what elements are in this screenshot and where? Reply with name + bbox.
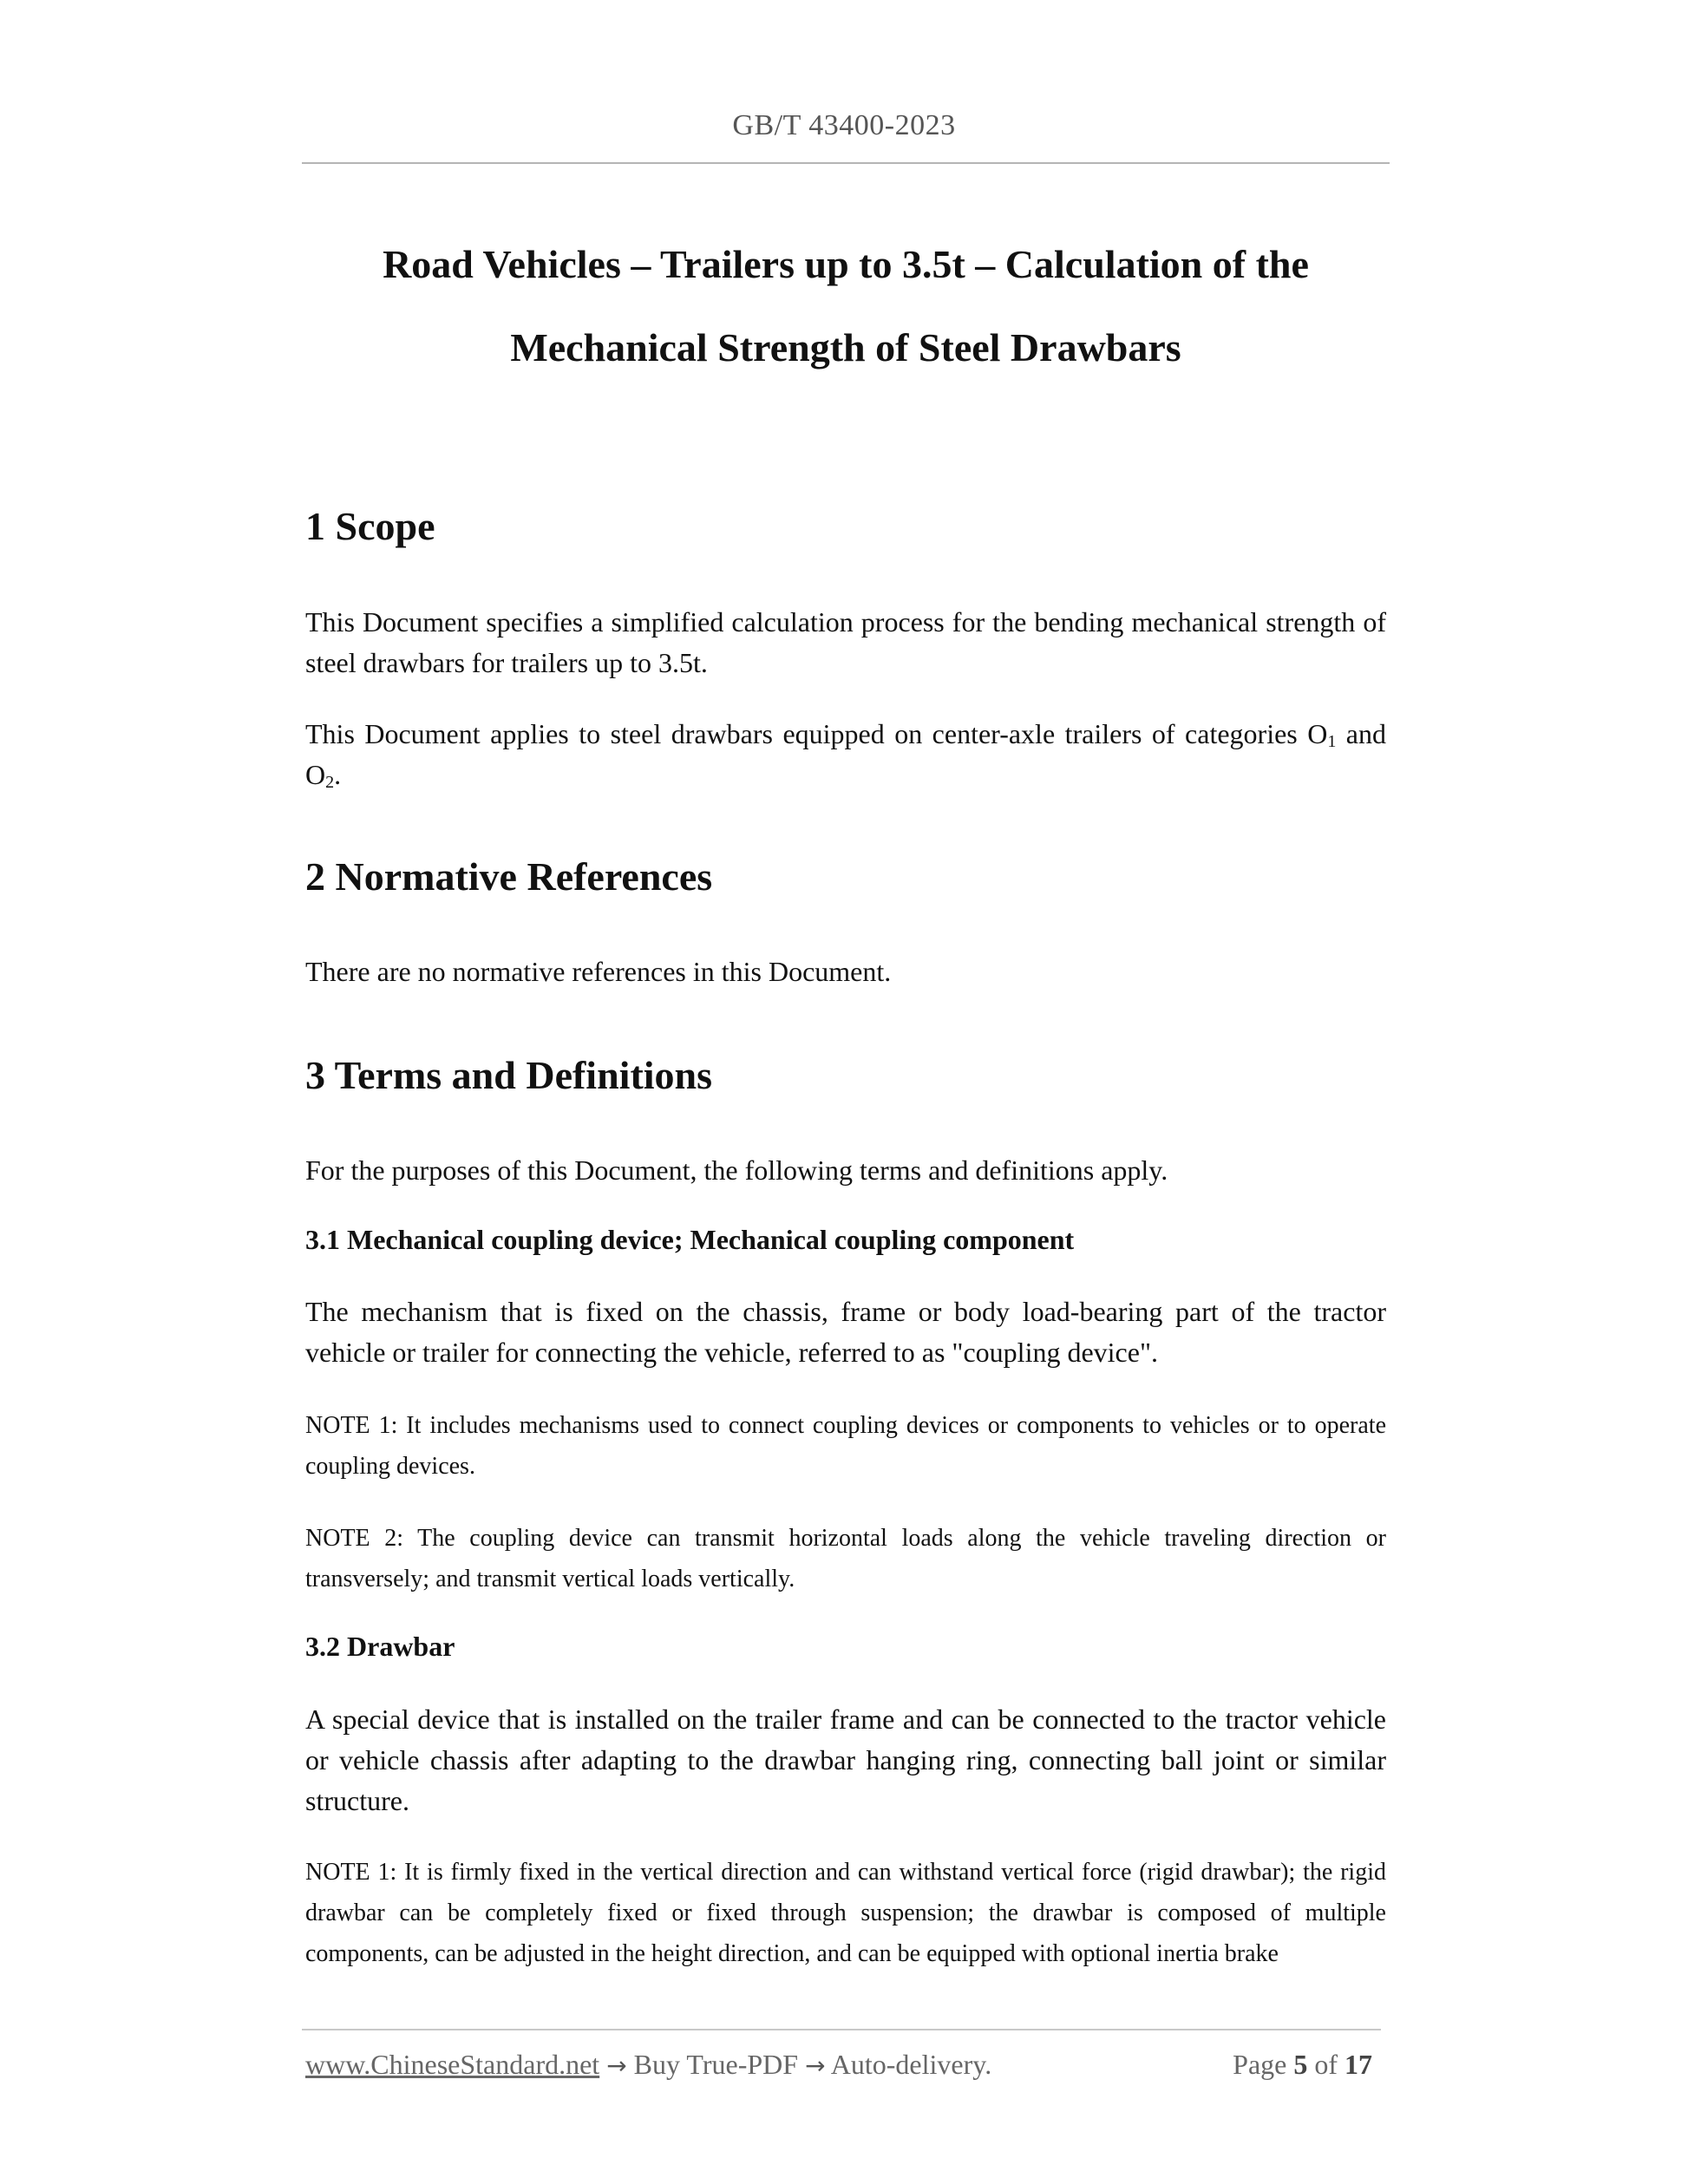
footer-promo xyxy=(305,2049,991,2081)
term-3-1-note-1: NOTE 1: It includes mechanisms used to connect coupling devices or components to vehicles or to operate coupling devices. xyxy=(305,1412,1386,1480)
term-heading-3-1: 3.1 Mechanical coupling device; Mechanical coupling component xyxy=(305,1224,1075,1255)
arrow-right-icon: → xyxy=(805,2051,826,2080)
page-label: Page xyxy=(1233,2049,1287,2080)
normative-references-paragraph: There are no normative references in this Document. xyxy=(305,956,892,987)
page-of-label: of xyxy=(1314,2049,1338,2080)
page-current-number: 5 xyxy=(1293,2049,1308,2080)
subscript-1: 1 xyxy=(1327,732,1337,751)
section-heading-normative-references: 2 Normative References xyxy=(305,854,713,899)
scope-paragraph-1: This Document specifies a simplified calculation process for the bending mechanical strength of steel drawbars for trailers up to 3.5t. xyxy=(305,606,1386,678)
footer-buy-text: Buy True-PDF xyxy=(626,2049,806,2080)
page-total-number: 17 xyxy=(1345,2049,1372,2080)
header-doc-number: GB/T 43400-2023 xyxy=(732,109,956,141)
scope-paragraph-2-text: This Document applies to steel drawbars equipped on center-axle trailers of categories O xyxy=(305,718,1328,749)
footer-divider xyxy=(302,2029,1381,2030)
term-3-1-note-2: NOTE 2: The coupling device can transmit horizontal loads along the vehicle traveling direction or transversely; and transmit vertical loads vertically. xyxy=(305,1525,1386,1592)
term-3-2-note-1: NOTE 1: It is firmly fixed in the vertical direction and can withstand vertical force (rigid drawbar); the rigid drawbar can be completely fixed or fixed through suspension; the drawbar is composed of multiple components, can be adjusted in the height direction, and can be equipped with optional inertia brake xyxy=(305,1859,1386,1967)
document-title-line1: Road Vehicles – Trailers up to 3.5t – Calculation of the xyxy=(383,242,1309,286)
scope-paragraph-2 xyxy=(305,714,1386,795)
term-heading-3-2: 3.2 Drawbar xyxy=(305,1631,455,1662)
terms-intro-paragraph: For the purposes of this Document, the following terms and definitions apply. xyxy=(305,1154,1168,1186)
arrow-right-icon: → xyxy=(606,2051,627,2080)
header-divider xyxy=(302,162,1390,164)
document-title xyxy=(302,223,1390,389)
subscript-2: 2 xyxy=(325,773,335,792)
page-footer xyxy=(305,2049,1381,2087)
page-indicator xyxy=(1233,2049,1372,2081)
footer-delivery-text: Auto-delivery. xyxy=(825,2049,992,2080)
document-title-line2: Mechanical Strength of Steel Drawbars xyxy=(510,325,1181,369)
scope-paragraph-2-mid: and O xyxy=(305,718,1387,790)
section-heading-terms-definitions: 3 Terms and Definitions xyxy=(305,1053,713,1097)
scope-paragraph-2-end: . xyxy=(334,759,342,790)
section-heading-scope: 1 Scope xyxy=(305,504,435,548)
term-3-1-definition: The mechanism that is fixed on the chassis, frame or body load-bearing part of the tractor vehicle or trailer for connecting the vehicle, referred to as "coupling device". xyxy=(305,1296,1386,1368)
chinese-standard-link[interactable]: www.ChineseStandard.net xyxy=(305,2049,600,2080)
term-3-2-definition: A special device that is installed on the trailer frame and can be connected to the tractor vehicle or vehicle chassis after adapting to the drawbar hanging ring, connecting ball joint or similar structure. xyxy=(305,1703,1386,1816)
